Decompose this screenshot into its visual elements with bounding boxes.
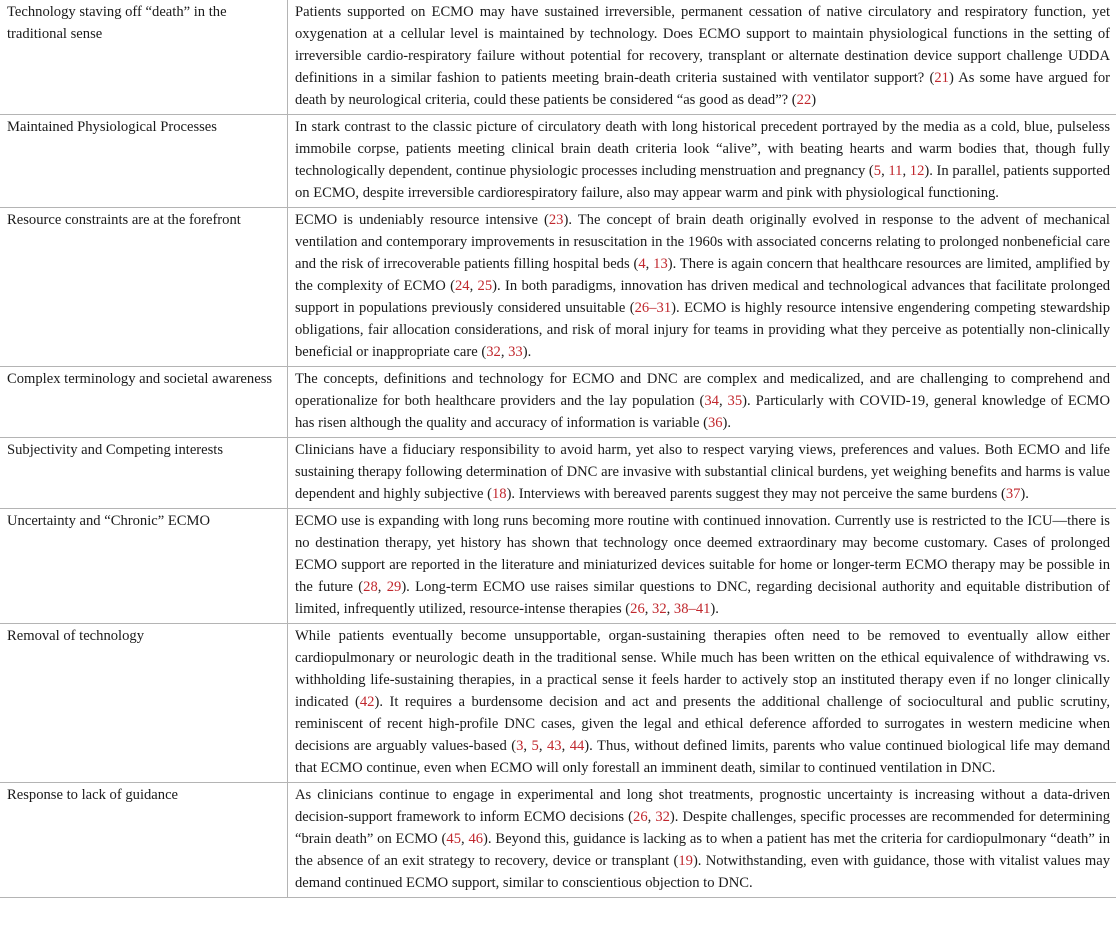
description-text: ). Interviews with bereaved parents suggest they may not perceive the same burdens ( (506, 486, 1006, 502)
table-row (0, 208, 1116, 367)
reference-link[interactable]: 46 (468, 831, 484, 847)
description-text: Clinicians have a fiduciary responsibility to avoid harm, yet also to respect varying views, preferences and values. Both ECMO and life sustaining therapy following determination of DNC are invasive with substantial clinical burdens, yet weighing benefits and harms is value dependent and highly subjective ( (295, 442, 1110, 502)
reference-link[interactable]: 43 (546, 738, 562, 754)
description-text: Patients supported on ECMO may have sustained irreversible, permanent cessation of native circulatory and respiratory function, yet oxygenation at a cellular level is maintained by technology. Does ECMO support to maintain physiological functions in the setting of irreversible cardio-respiratory failure without potential for recovery, transplant or alternate destination device support challenge UDDA definitions in a similar fashion to patients meeting brain-death criteria sustained with ventilator support? ( (295, 4, 1110, 86)
table-row (0, 438, 1116, 509)
description-text: , (881, 163, 889, 179)
reference-link[interactable]: 22 (796, 92, 812, 108)
table-row (0, 0, 1116, 115)
table-row (0, 367, 1116, 438)
description-text: ). Particularly with COVID-19, general knowledge of ECMO has risen although the quality and accuracy of information is variable ( (295, 393, 1111, 431)
row-description (288, 438, 1116, 509)
description-text: While patients eventually become unsupportable, organ-sustaining therapies often need to be removed to eventually allow either cardiopulmonary or neurologic death in the traditional sense. While much has been written on the ethical equivalence of withdrawing vs. withholding life-sustaining therapies, in a practical sense it feels harder to actively stop an instituted therapy even if no longer clinically indicated ( (295, 628, 1110, 710)
reference-link[interactable]: 44 (569, 738, 585, 754)
description-text: , (523, 738, 532, 754)
description-text: , (377, 579, 387, 595)
description-text: ). Notwithstanding, even with guidance, those with vitalist values may demand continued ECMO support, similar to conscientious objection to DNC. (295, 853, 1111, 891)
description-text: , (647, 809, 656, 825)
description-text: ). In both paradigms, innovation has driven medical and technological advances that facilitate prolonged support in populations previously considered unsuitable ( (295, 278, 1111, 316)
reference-link[interactable]: 29 (386, 579, 402, 595)
reference-link[interactable]: 21 (934, 70, 949, 86)
description-text: ) As some have argued for death by neurological criteria, could these patients be considered “as good as dead”? ( (295, 70, 1111, 108)
description-text: ) (811, 92, 817, 108)
row-label: Technology staving off “death” in the traditional sense (0, 0, 288, 115)
description-text: ). There is again concern that healthcare resources are limited, amplified by the complexity of ECMO ( (295, 256, 1111, 294)
row-description (288, 0, 1116, 115)
reference-link[interactable]: 12 (909, 163, 925, 179)
description-text: , (538, 738, 547, 754)
description-text: , (460, 831, 469, 847)
reference-link[interactable]: 3 (516, 738, 524, 754)
description-text: ECMO is undeniably resource intensive ( (295, 212, 549, 228)
row-description (288, 624, 1116, 783)
reference-link[interactable]: 28 (363, 579, 378, 595)
description-text: ). In parallel, patients supported on ECMO, despite irreversible cardiorespiratory failure, also may appear warm and pink with physiological functioning. (295, 163, 1111, 201)
row-label: Removal of technology (0, 624, 288, 783)
reference-link[interactable]: 34 (704, 393, 719, 409)
description-text: In stark contrast to the classic picture of circulatory death with long historical precedent portrayed by the media as a cold, blue, pulseless immobile corpse, patients meeting clinical brain death criteria look “alive”, with beating hearts and warm bodies that, though fully technologically dependent, continue physiologic processes including menstruation and pregnancy ( (295, 119, 1110, 179)
row-description (288, 509, 1116, 624)
row-label: Response to lack of guidance (0, 783, 288, 898)
reference-link[interactable]: 24 (454, 278, 470, 294)
row-description (288, 208, 1116, 367)
description-text: ). Thus, without defined limits, parents who value continued biological life may demand that ECMO continue, even when ECMO will only forestall an imminent death, similar to continued ventilation in DNC. (295, 738, 1111, 776)
description-text: ECMO use is expanding with long runs becoming more routine with continued innovation. Currently use is restricted to the ICU—there is no destination therapy, yet history has shown that technology once deemed extraordinary may become customary. Cases of prolonged ECMO support are reported in the literature and miniaturized devices suitable for home or longer-term ECMO therapy may be possible in the future ( (295, 513, 1110, 595)
table-row (0, 783, 1116, 898)
reference-link[interactable]: 42 (359, 694, 375, 710)
reference-link[interactable]: 26 (633, 809, 648, 825)
description-text: ). The concept of brain death originally evolved in response to the advent of mechanical ventilation and contemporary improvements in resuscitation in the 1960s with associated concerns relating to prolonged nonbeneficial care and the risk of irrecoverable patients filling hospital beds ( (295, 212, 1110, 272)
description-text: , (469, 278, 478, 294)
description-text: , (500, 344, 509, 360)
description-text: ). (522, 344, 532, 360)
description-text: ). ECMO is highly resource intensive engendering competing stewardship obligations, fair allocation considerations, and risk of moral injury for teams in providing what they perceive as potentially non-clinically beneficial or inappropriate care ( (295, 300, 1110, 360)
row-label: Resource constraints are at the forefront (0, 208, 288, 367)
table-row (0, 624, 1116, 783)
row-description (288, 367, 1116, 438)
description-text: ). Despite challenges, specific processes are recommended for determining “brain death” on ECMO ( (295, 809, 1110, 847)
description-text: The concepts, definitions and technology for ECMO and DNC are complex and medicalized, and are challenging to comprehend and operationalize for both healthcare providers and the lay population ( (295, 371, 1110, 409)
reference-link[interactable]: 32 (655, 809, 670, 825)
reference-link[interactable]: 37 (1005, 486, 1021, 502)
description-text: ). It requires a burdensome decision and act and presents the additional challenge of sociocultural and public scrutiny, reminiscent of recent high-profile DNC cases, given the legal and ethical deference afforded to surrogates in western medicine when decisions are arguably values-based ( (295, 694, 1111, 754)
reference-link[interactable]: 45 (446, 831, 461, 847)
row-label: Subjectivity and Competing interests (0, 438, 288, 509)
reference-link[interactable]: 36 (707, 415, 723, 431)
reference-link[interactable]: 13 (653, 256, 668, 272)
description-text: As clinicians continue to engage in experimental and long shot treatments, prognostic uncertainty is increasing without a data-driven decision-support framework to inform ECMO decisions ( (295, 787, 1110, 825)
reference-link[interactable]: 5 (531, 738, 539, 754)
reference-link[interactable]: 5 (873, 163, 882, 179)
description-text: , (644, 601, 653, 617)
row-label: Maintained Physiological Processes (0, 115, 288, 208)
description-text: ). Long-term ECMO use raises similar questions to DNC, regarding decisional authority and equitable distribution of limited, infrequently utilized, resource-intense therapies ( (295, 579, 1110, 617)
description-text: ). (1020, 486, 1029, 502)
reference-link[interactable]: 25 (477, 278, 493, 294)
reference-link[interactable]: 11 (888, 163, 903, 179)
row-label: Complex terminology and societal awareness (0, 367, 288, 438)
reference-link[interactable]: 38–41 (673, 601, 711, 617)
description-text: , (645, 256, 654, 272)
description-text: ). (710, 601, 719, 617)
description-text: , (666, 601, 674, 617)
row-description (288, 115, 1116, 208)
reference-link[interactable]: 33 (508, 344, 523, 360)
reference-link[interactable]: 18 (491, 486, 507, 502)
table-row (0, 509, 1116, 624)
reference-link[interactable]: 4 (638, 256, 646, 272)
description-text: , (561, 738, 570, 754)
row-label: Uncertainty and “Chronic” ECMO (0, 509, 288, 624)
description-text: , (902, 163, 910, 179)
description-text: , (718, 393, 728, 409)
reference-link[interactable]: 23 (548, 212, 564, 228)
table-row (0, 115, 1116, 208)
reference-link[interactable]: 32 (486, 344, 501, 360)
reference-link[interactable]: 35 (727, 393, 743, 409)
reference-link[interactable]: 32 (652, 601, 667, 617)
reference-link[interactable]: 19 (678, 853, 693, 869)
description-text: ). Beyond this, guidance is lacking as to when a patient has met the criteria for cardiopulmonary “death” in the absence of an exit strategy to recovery, device or transplant ( (295, 831, 1110, 869)
reference-link[interactable]: 26–31 (634, 300, 672, 316)
description-text: ). (722, 415, 732, 431)
reference-link[interactable]: 26 (630, 601, 645, 617)
row-description (288, 783, 1116, 898)
